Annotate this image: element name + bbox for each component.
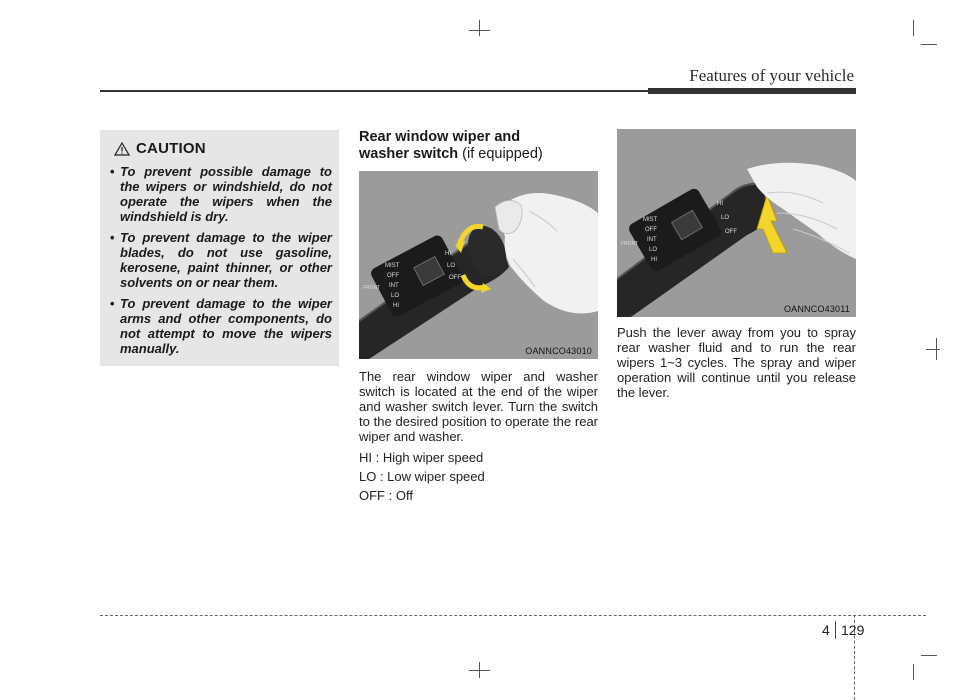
svg-text:OFF: OFF bbox=[449, 275, 461, 281]
caution-list bbox=[110, 164, 332, 362]
figure-rear-washer-push bbox=[617, 129, 856, 317]
bullet-icon: • bbox=[110, 230, 115, 245]
figure-rear-wiper-switch-rotate bbox=[359, 171, 598, 359]
caution-item: • To prevent damage to the wiper blades, do not use gasoline, kerosene, paint thinner, or other solvents on or near them. bbox=[110, 230, 332, 290]
svg-text:LO: LO bbox=[649, 247, 658, 253]
page-header-title: Features of your vehicle bbox=[689, 66, 854, 85]
svg-text:LO: LO bbox=[391, 293, 400, 299]
page-number-separator bbox=[835, 621, 836, 639]
svg-text:HI: HI bbox=[393, 303, 399, 309]
caution-item: • To prevent damage to the wiper arms and other components, do not attempt to move the wipers manually. bbox=[110, 296, 332, 356]
washer-lever-illustration bbox=[617, 129, 856, 317]
crop-mark-top-right-h bbox=[921, 44, 937, 45]
svg-text:OFF: OFF bbox=[387, 273, 399, 279]
crop-mark-bottom-right-v bbox=[913, 664, 914, 680]
figure-code: OANNCO43010 bbox=[525, 346, 592, 356]
section-title: Rear window wiper and washer switch (if equipped) bbox=[359, 129, 543, 162]
header-rule-accent bbox=[648, 88, 856, 94]
svg-text:OFF: OFF bbox=[645, 227, 657, 233]
svg-text:LO: LO bbox=[447, 263, 456, 269]
wiper-lever-illustration bbox=[359, 171, 598, 359]
label-front: FRONT bbox=[363, 285, 381, 291]
svg-text:FRONT: FRONT bbox=[621, 241, 639, 247]
bullet-icon: • bbox=[110, 164, 115, 179]
svg-text:MIST: MIST bbox=[385, 263, 400, 269]
page-number: 129 bbox=[841, 622, 865, 638]
svg-text:INT: INT bbox=[389, 283, 399, 289]
caution-item: • To prevent possible damage to the wipers or windshield, do not operate the wipers when the windshield is dry. bbox=[110, 164, 332, 224]
off-description: OFF : Off bbox=[359, 488, 413, 503]
rear-washer-description: Push the lever away from you to spray rear washer fluid and to run the rear wipers 1~3 cycles. The spray and wiper operation will continue until you release the lever. bbox=[617, 325, 856, 400]
crop-mark-top-center-v bbox=[479, 20, 480, 36]
crop-mark-top-center-h bbox=[469, 30, 490, 31]
caution-box bbox=[100, 130, 339, 366]
crop-mark-bottom-center-h bbox=[469, 670, 490, 671]
svg-text:MIST: MIST bbox=[643, 217, 658, 223]
svg-text:HI: HI bbox=[651, 257, 657, 263]
caution-heading bbox=[114, 140, 206, 157]
hi-description: HI : High wiper speed bbox=[359, 450, 484, 465]
svg-text:HI: HI bbox=[445, 251, 451, 257]
crop-mark-top-right-v bbox=[913, 20, 914, 36]
chapter-number: 4 bbox=[822, 622, 830, 638]
rear-wiper-description: The rear window wiper and washer switch is located at the end of the wiper and washer switch lever. Turn the switch to the desired position to operate the rear wiper and washer. bbox=[359, 369, 598, 444]
caution-title: CAUTION bbox=[136, 140, 206, 157]
svg-text:LO: LO bbox=[721, 215, 730, 221]
footer-rule bbox=[100, 615, 926, 616]
svg-text:INT: INT bbox=[647, 237, 657, 243]
svg-text:OFF: OFF bbox=[725, 229, 737, 235]
lo-description: LO : Low wiper speed bbox=[359, 469, 485, 484]
crop-mark-right-center-h bbox=[926, 349, 940, 350]
bullet-icon: • bbox=[110, 296, 115, 311]
svg-text:HI: HI bbox=[717, 201, 723, 207]
figure-code: OANNCO43011 bbox=[783, 304, 850, 314]
crop-mark-bottom-right-h bbox=[921, 655, 937, 656]
warning-triangle-icon bbox=[114, 142, 130, 156]
